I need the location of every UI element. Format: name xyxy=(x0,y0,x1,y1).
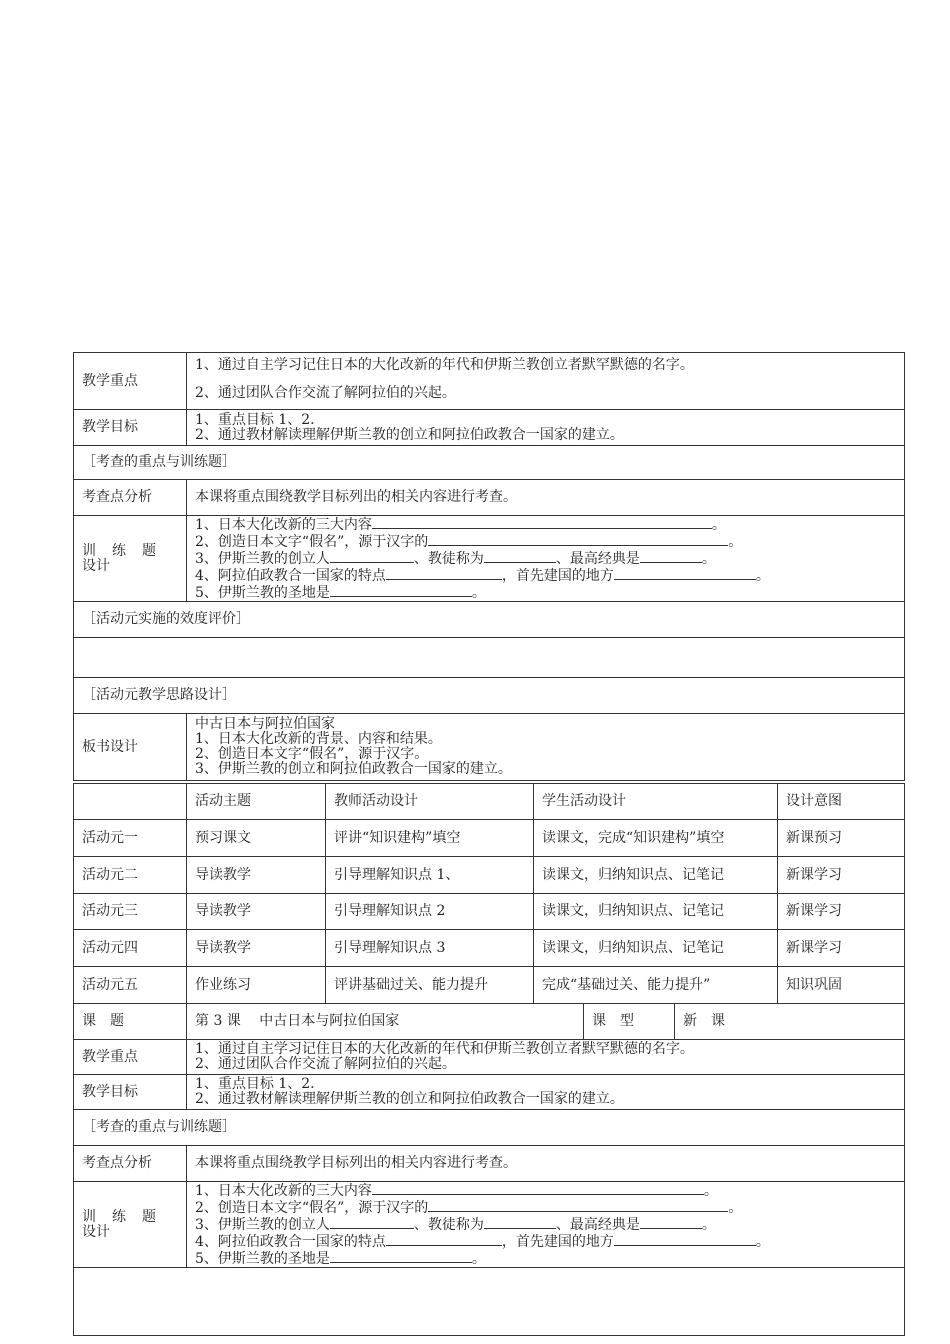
effect-section-heading: ［活动元实施的效度评价］ xyxy=(74,602,905,638)
analysis-label: 考查点分析 xyxy=(74,480,187,516)
training-label-line1: 训 练 题 xyxy=(82,542,157,559)
lesson-type-value: 新 课 xyxy=(675,1004,905,1040)
training-q4-repeat: 4、阿拉伯政教合一国家的特点 ，首先建国的地方 。 xyxy=(195,1234,770,1250)
exam-section-heading-2: ［考查的重点与训练题］ xyxy=(74,1110,905,1146)
activity-teacher: 评讲基础过关、能力提升 xyxy=(326,967,534,1004)
design-section-heading: ［活动元教学思路设计］ xyxy=(74,678,905,714)
training-questions-2 xyxy=(187,1182,905,1268)
training-q1-repeat: 1、日本大化改新的三大内容 。 xyxy=(195,1183,718,1199)
lesson-plan-table-top xyxy=(73,352,905,781)
board-content xyxy=(187,714,905,781)
effect-blank-row xyxy=(74,638,905,678)
training-q2: 2、创造日本文字“假名”，源于汉字的 。 xyxy=(195,534,743,550)
training-questions xyxy=(187,516,905,602)
activity-header-theme: 活动主题 xyxy=(187,784,326,820)
activity-theme: 导读教学 xyxy=(187,930,326,967)
goals-label: 教学目标 xyxy=(74,410,187,446)
goal-2: 2、通过教材解读理解伊斯兰教的创立和阿拉伯政教合一国家的建立。 xyxy=(195,426,624,443)
training-q3: 3、伊斯兰教的创立人 、教徒称为 、最高经典是 。 xyxy=(195,551,716,567)
table-row xyxy=(74,930,905,967)
board-label: 板书设计 xyxy=(74,714,187,781)
activity-name: 活动元三 xyxy=(74,894,187,930)
key-point-1-repeat: 1、通过自主学习记住日本的大化改新的年代和伊斯兰教创立者默罕默德的名字。 xyxy=(195,1041,694,1057)
key-points-cell xyxy=(187,353,905,410)
key-points-label-2: 教学重点 xyxy=(74,1040,187,1075)
goal-1-repeat: 1、重点目标 1、2. xyxy=(195,1076,315,1092)
analysis-text-2: 本课将重点围绕教学目标列出的相关内容进行考查。 xyxy=(187,1146,905,1182)
activity-teacher: 评讲“知识建构”填空 xyxy=(326,820,534,857)
activity-name: 活动元四 xyxy=(74,930,187,967)
activity-teacher: 引导理解知识点 2 xyxy=(326,894,534,930)
activity-intent: 新课学习 xyxy=(778,894,905,930)
activity-teacher: 引导理解知识点 3 xyxy=(326,930,534,967)
bottom-blank-row xyxy=(74,1268,905,1336)
training-q2-repeat: 2、创造日本文字“假名”，源于汉字的 。 xyxy=(195,1200,743,1216)
goal-2-repeat: 2、通过教材解读理解伊斯兰教的创立和阿拉伯政教合一国家的建立。 xyxy=(195,1091,624,1107)
board-line-2: 2、创造日本文字“假名”，源于汉字。 xyxy=(195,746,429,762)
key-points-cell-2 xyxy=(187,1040,905,1075)
goal-1: 1、重点目标 1、2. xyxy=(195,411,315,428)
activity-student: 完成“基础过关、能力提升” xyxy=(534,967,778,1004)
activity-name: 活动元五 xyxy=(74,967,187,1004)
table-row xyxy=(74,820,905,857)
board-line-1: 1、日本大化改新的背景、内容和结果。 xyxy=(195,731,442,747)
board-line-3: 3、伊斯兰教的创立和阿拉伯政教合一国家的建立。 xyxy=(195,761,512,777)
activity-theme: 预习课文 xyxy=(187,820,326,857)
table-row xyxy=(74,894,905,930)
exam-section-heading: ［考查的重点与训练题］ xyxy=(74,446,905,480)
analysis-text: 本课将重点围绕教学目标列出的相关内容进行考查。 xyxy=(187,480,905,516)
table-row xyxy=(74,967,905,1004)
training-label-2 xyxy=(74,1182,187,1268)
activity-student: 读课文，完成“知识建构”填空 xyxy=(534,820,778,857)
goals-label-2: 教学目标 xyxy=(74,1075,187,1110)
activity-student: 读课文，归纳知识点、记笔记 xyxy=(534,894,778,930)
key-points-label: 教学重点 xyxy=(74,353,187,410)
activity-table xyxy=(73,783,905,1004)
activity-theme: 导读教学 xyxy=(187,894,326,930)
training-label-line1-repeat: 训 练 题 xyxy=(82,1208,157,1225)
activity-header-intent: 设计意图 xyxy=(778,784,905,820)
training-q3-repeat: 3、伊斯兰教的创立人 、教徒称为 、最高经典是 。 xyxy=(195,1217,716,1233)
training-q1: 1、日本大化改新的三大内容 。 xyxy=(195,517,726,533)
training-label-line2: 设计 xyxy=(82,557,110,574)
key-point-2-repeat: 2、通过团队合作交流了解阿拉伯的兴起。 xyxy=(195,1056,456,1072)
analysis-label-2: 考查点分析 xyxy=(74,1146,187,1182)
table-row xyxy=(74,857,905,894)
lesson-title-value: 第 3 课 中古日本与阿拉伯国家 xyxy=(187,1004,584,1040)
lesson-title-label: 课 题 xyxy=(74,1004,187,1040)
activity-intent: 新课学习 xyxy=(778,857,905,894)
key-point-2: 2、通过团队合作交流了解阿拉伯的兴起。 xyxy=(195,385,456,401)
goals-cell-2 xyxy=(187,1075,905,1110)
activity-header-blank xyxy=(74,784,187,820)
key-point-1: 1、通过自主学习记住日本的大化改新的年代和伊斯兰教创立者默罕默德的名字。 xyxy=(195,357,694,373)
activity-name: 活动元一 xyxy=(74,820,187,857)
activity-header-teacher: 教师活动设计 xyxy=(326,784,534,820)
activity-header-student: 学生活动设计 xyxy=(534,784,778,820)
lesson-type-label: 课 型 xyxy=(584,1004,675,1040)
board-title: 中古日本与阿拉伯国家 xyxy=(195,716,335,732)
activity-header-row xyxy=(74,784,905,820)
activity-intent: 新课学习 xyxy=(778,930,905,967)
activity-intent: 知识巩固 xyxy=(778,967,905,1004)
training-q5-repeat: 5、伊斯兰教的圣地是 。 xyxy=(195,1251,486,1267)
activity-theme: 作业练习 xyxy=(187,967,326,1004)
training-q4: 4、阿拉伯政教合一国家的特点 ，首先建国的地方 。 xyxy=(195,568,770,584)
training-label xyxy=(74,516,187,602)
activity-intent: 新课预习 xyxy=(778,820,905,857)
activity-theme: 导读教学 xyxy=(187,857,326,894)
activity-student: 读课文，归纳知识点、记笔记 xyxy=(534,930,778,967)
activity-name: 活动元二 xyxy=(74,857,187,894)
training-q5: 5、伊斯兰教的圣地是 。 xyxy=(195,585,486,601)
goals-cell xyxy=(187,410,905,446)
activity-teacher: 引导理解知识点 1、 xyxy=(326,857,534,894)
training-label-line2-repeat: 设计 xyxy=(82,1223,110,1240)
activity-student: 读课文，归纳知识点、记笔记 xyxy=(534,857,778,894)
lesson-table xyxy=(73,1003,905,1336)
